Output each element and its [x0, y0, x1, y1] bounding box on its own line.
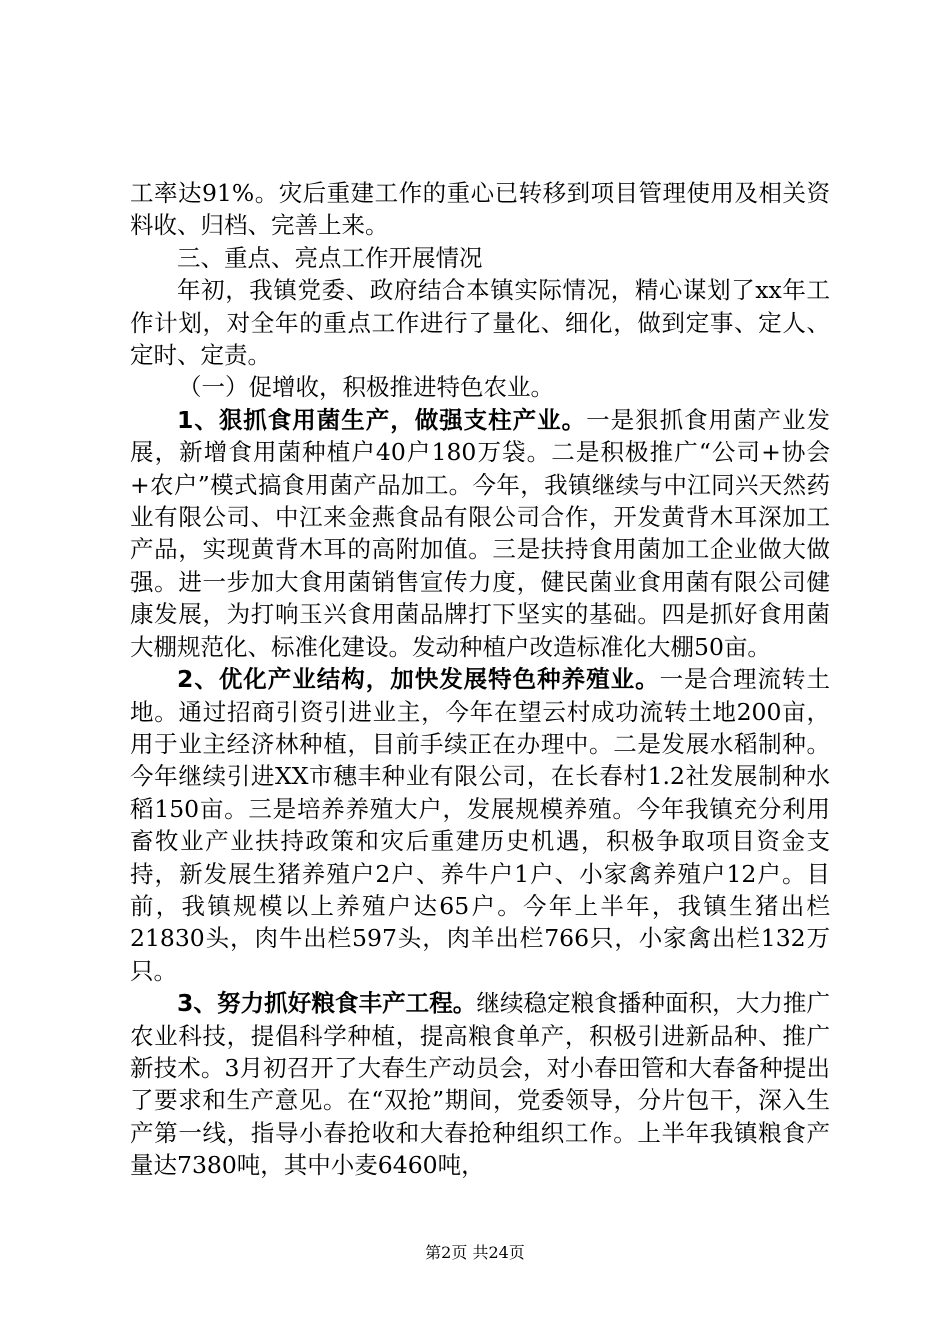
paragraph-continuation: 工率达91%。灾后重建工作的重心已转移到项目管理使用及相关资料收、归档、完善上来。 — [130, 179, 830, 240]
item-3-body: 继续稳定粮食播种面积，大力推广农业科技，提倡科学种植，提高粮食单产，积极引进新品种、推广新技术。3月初召开了大春生产动员会，对小春田管和大春备种提出了要求和生产意见。在“双抢”期间，党委领导，分片包干，深入生产第一线，指导小春抢收和大春抢种组织工作。上半年我镇粮食产量达7380吨，其中小麦6460吨， — [130, 989, 831, 1180]
paragraph-item-3 — [130, 987, 830, 1181]
paragraph-item-1 — [130, 404, 830, 663]
paragraph-intro: 年初，我镇党委、政府结合本镇实际情况，精心谋划了xx年工作计划，对全年的重点工作进行了量化、细化，做到定事、定人、定时、定责。 — [130, 276, 830, 370]
item-1-body: 一是狠抓食用菌产业发展，新增食用菌种植户40户180万袋。二是积极推广“公司+协会+农户”模式搞食用菌产品加工。今年，我镇继续与中江同兴天然药业有限公司、中江来金燕食品有限公司合作，开发黄背木耳深加工产品，实现黄背木耳的高附加值。三是扶持食用菌加工企业做大做强。进一步加大食用菌销售宣传力度，健民菌业食用菌有限公司健康发展，为打响玉兴食用菌品牌打下坚实的基础。四是抓好食用菌大棚规范化、标准化建设。发动种植户改造标准化大棚50亩。 — [130, 405, 831, 661]
section-heading: 三、重点、亮点工作开展情况 — [177, 243, 483, 272]
paragraph-item-2 — [130, 663, 830, 987]
item-2-lead: 2、优化产业结构，加快发展特色种养殖业。 — [177, 665, 660, 694]
sub-heading: （一）促增收，积极推进特色农业。 — [178, 373, 554, 402]
document-body — [130, 177, 830, 1182]
page-footer: 第2页 共24页 — [425, 1243, 525, 1262]
item-3-lead: 3、努力抓好粮食丰产工程。 — [177, 989, 477, 1018]
item-1-lead: 1、狠抓食用菌生产，做强支柱产业。 — [177, 405, 587, 434]
item-2-body: 一是合理流转土地。通过招商引资引进业主，今年在望云村成功流转土地200亩，用于业主经济林种植，目前手续正在办理中。二是发展水稻制种。今年继续引进XX市穗丰种业有限公司，在长春村1.2社发展制种水稻150亩。三是培养养殖大户，发展规模养殖。今年我镇充分利用畜牧业产业扶持政策和灾后重建历史机遇，积极争取项目资金支持，新发展生猪养殖户2户、养牛户1户、小家禽养殖户12户。目前，我镇规模以上养殖户达65户。今年上半年，我镇生猪出栏21830头，肉牛出栏597头，肉羊出栏766只，小家禽出栏132万只。 — [130, 665, 830, 985]
